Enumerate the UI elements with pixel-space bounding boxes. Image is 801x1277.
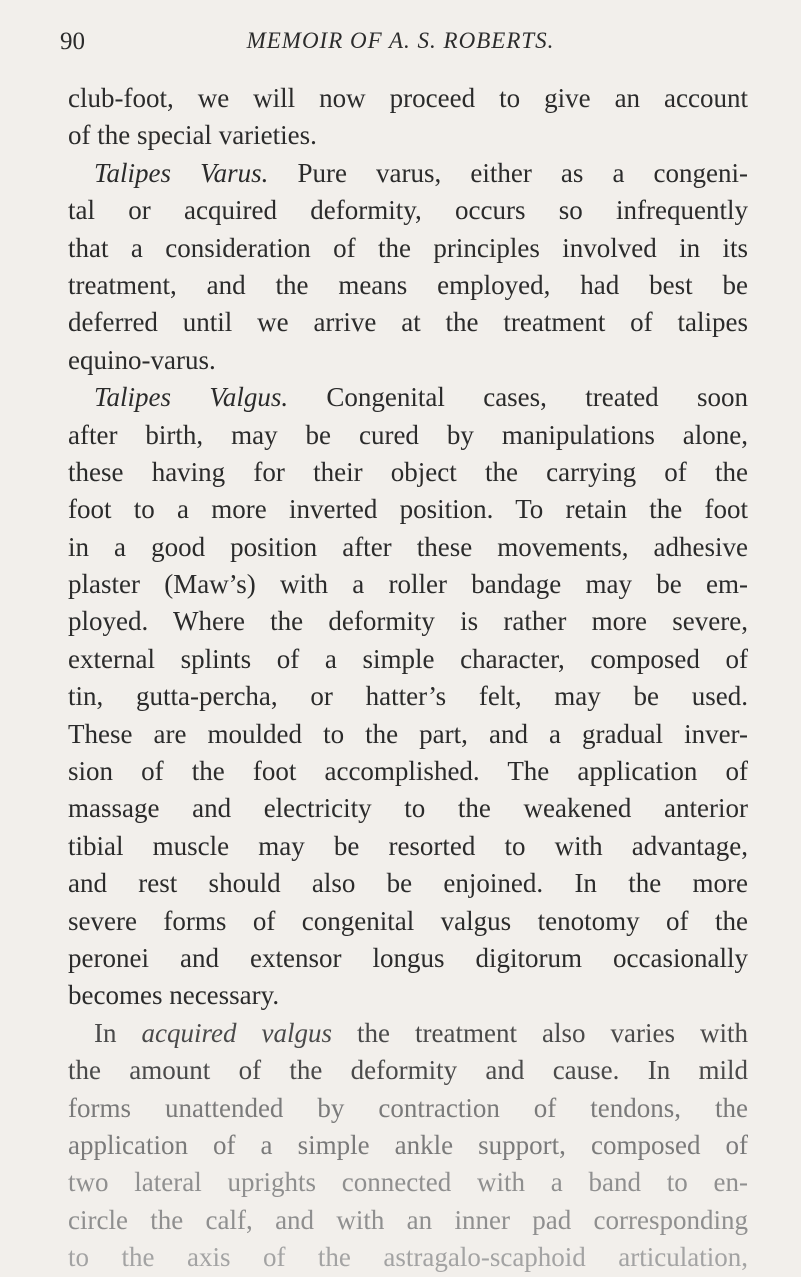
text-line: after birth, may be cured by manipulations alone,	[68, 419, 748, 450]
text-span: Congenital cases, treated soon	[288, 382, 748, 413]
section-heading-talipes-varus: Talipes Varus.	[94, 157, 269, 188]
text-span: In	[94, 1017, 142, 1048]
text-line: peronei and extensor longus digitorum occasionally	[68, 942, 748, 973]
text-line: two lateral uprights connected with a band to en-	[68, 1167, 748, 1198]
text-line: application of a simple ankle support, composed of	[68, 1129, 748, 1160]
section-heading-line	[68, 1015, 748, 1052]
text-line: sion of the foot accomplished. The application of	[68, 756, 748, 787]
text-line: severe forms of congenital valgus tenotomy of the	[68, 905, 748, 936]
text-line: of the special varieties.	[68, 120, 317, 151]
section-heading-line	[68, 379, 748, 416]
text-span: the treatment also varies with	[332, 1017, 749, 1048]
text-line: and rest should also be enjoined. In the more	[68, 868, 748, 899]
text-line: these having for their object the carrying of the	[68, 456, 748, 487]
text-line: that a consideration of the principles involved in its	[68, 232, 748, 263]
section-heading-talipes-valgus: Talipes Valgus.	[94, 382, 289, 413]
text-line: external splints of a simple character, composed of	[68, 643, 748, 674]
page-number: 90	[60, 28, 85, 55]
text-line: equino-varus.	[68, 344, 216, 375]
text-line: the amount of the deformity and cause. In mild	[68, 1055, 748, 1086]
text-line: in a good position after these movements, adhesive	[68, 531, 748, 562]
text-line: massage and electricity to the weakened anterior	[68, 793, 748, 824]
body-text	[68, 80, 748, 1277]
text-line: treatment, and the means employed, had best be	[68, 269, 748, 300]
text-line: tal or acquired deformity, occurs so infrequently	[68, 195, 748, 226]
section-heading-line	[68, 155, 748, 192]
text-line: circle the calf, and with an inner pad corresponding	[68, 1204, 748, 1235]
text-line: plaster (Maw’s) with a roller bandage may be em-	[68, 569, 748, 600]
running-title: MEMOIR OF A. S. ROBERTS.	[246, 28, 555, 53]
text-line: to the axis of the astragalo-scaphoid articulation,	[68, 1242, 748, 1273]
text-line: becomes necessary.	[68, 980, 280, 1011]
text-line: tibial muscle may be resorted to with advantage,	[68, 830, 748, 861]
section-heading-acquired-valgus: acquired valgus	[141, 1017, 333, 1048]
text-line: deferred until we arrive at the treatment of talipes	[68, 307, 748, 338]
text-line: These are moulded to the part, and a gradual inver-	[68, 718, 748, 749]
text-line: tin, gutta-percha, or hatter’s felt, may be used.	[68, 681, 748, 712]
text-line: foot to a more inverted position. To retain the foot	[68, 494, 748, 525]
text-line: ployed. Where the deformity is rather more severe,	[68, 606, 748, 637]
text-line: forms unattended by contraction of tendons, the	[68, 1092, 748, 1123]
text-line: club-foot, we will now proceed to give an account	[68, 83, 748, 113]
text-span: Pure varus, either as a congeni-	[268, 157, 749, 188]
running-head	[0, 20, 801, 60]
